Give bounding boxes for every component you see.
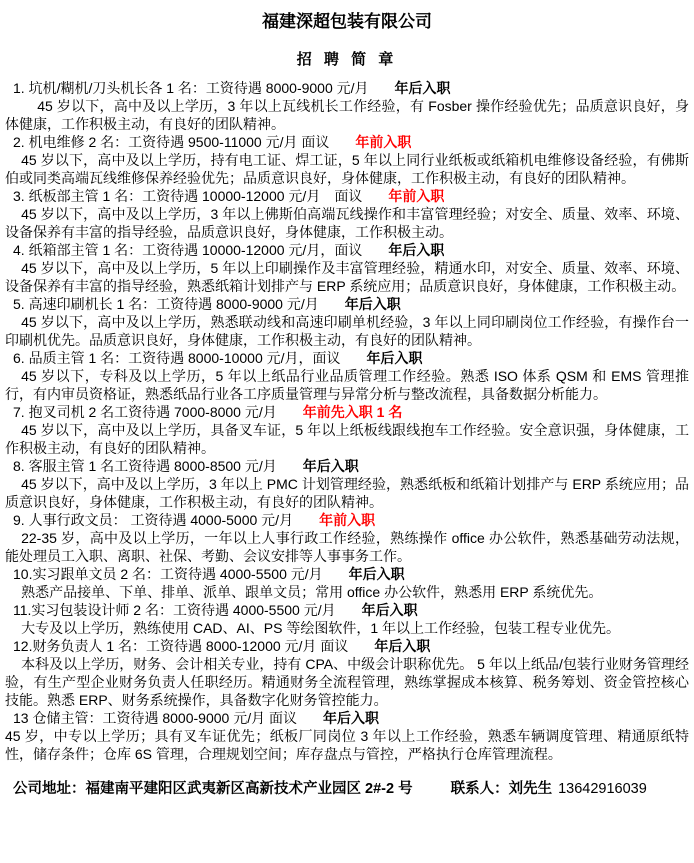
- job-status: 年后入职: [302, 458, 359, 474]
- job-status: 年后入职: [348, 566, 405, 582]
- job-heading: [13, 511, 689, 529]
- job-description: 本科及以上学历，财务、会计相关专业，持有 CPA、中级会计职称优先。 5 年以上纸品/包装行业财务管理经验，有生产型企业财务负责人任职经历。精通财务全流程管理，熟练掌握成本核算、税务筹划、资金管控核心技能。熟悉 ERP、财务系统操作，具备数字化财务管控能力。: [5, 656, 689, 708]
- job-status: 年后入职: [322, 710, 379, 726]
- job-status: 年前先入职 1 名: [302, 404, 403, 420]
- job-description: 22-35 岁，高中及以上学历，一年以上人事行政工作经验，熟练操作 office 办公软件，熟悉基础劳动法规，能处理员工入职、离职、社保、考勤、会议安排等人事事务工作。: [5, 530, 689, 564]
- job-description: 45 岁以下，高中及以上学历，持有电工证、焊工证，5 年以上同行业纸板或纸箱机电维修设备经验，有佛斯伯或同类高端瓦线维修保养经验优先；品质意识良好，身体健康，工作积极主动，有良好的团队精神。: [5, 152, 689, 186]
- job-heading: [13, 133, 689, 151]
- job-heading: [13, 709, 689, 727]
- job-status: 年前入职: [388, 188, 445, 204]
- job-item: [5, 187, 689, 241]
- job-status: 年后入职: [366, 350, 423, 366]
- job-description: 45 岁以下，高中及以上学历，3 年以上佛斯伯高端瓦线操作和丰富管理经验；对安全、质量、效率、环境、设备保养有丰富的指导经验，品质意识良好，身体健康，工作积极主动。: [5, 206, 689, 240]
- page-subtitle: 招 聘 简 章: [296, 51, 398, 68]
- job-title: 10.实习跟单文员 2 名：工资待遇 4000-5500 元/月: [13, 566, 323, 582]
- job-item: [5, 349, 689, 403]
- job-description: 45 岁以下，高中及以上学历，3 年以上瓦线机长工作经验，有 Fosber 操作经验优先；品质意识良好，身体健康，工作积极主动，有良好的团队精神。: [5, 98, 689, 132]
- job-title: 12.财务负责人 1 名：工资待遇 8000-12000 元/月 面议: [13, 638, 349, 654]
- job-status: 年后入职: [388, 242, 445, 258]
- job-item: [5, 637, 689, 709]
- contact-name: 刘先生: [508, 781, 553, 797]
- contact-phone: 13642916039: [558, 781, 647, 797]
- job-item: [5, 457, 689, 511]
- job-heading: [13, 565, 689, 583]
- job-item: [5, 601, 689, 637]
- job-heading: [13, 241, 689, 259]
- job-item: [5, 295, 689, 349]
- job-heading: [13, 349, 689, 367]
- job-description: 45 岁以下，专科及以上学历，5 年以上纸品行业品质管理工作经验。熟悉 ISO 体系 QSM 和 EMS 管理推行，有内审员资格证，熟悉纸品行业各工序质量管理与异常分析与整改流程，具备数据分析能力。: [5, 368, 689, 402]
- job-title: 13 仓储主管：工资待遇 8000-9000 元/月 面议: [13, 710, 297, 726]
- job-description: 45 岁以下，高中及以上学历，具备叉车证，5 年以上纸板线跟线抱车工作经验。安全意识强，身体健康，工作积极主动，有良好的团队精神。: [5, 422, 689, 456]
- job-status: 年前入职: [355, 134, 412, 150]
- job-title: 9. 人事行政文员： 工资待遇 4000-5000 元/月: [13, 512, 294, 528]
- job-item: [5, 565, 689, 601]
- contact-label: 联系人：: [450, 781, 509, 797]
- address-label: 公司地址：: [13, 781, 86, 797]
- job-heading: [13, 637, 689, 655]
- job-item: [5, 709, 689, 763]
- job-heading: [13, 79, 689, 97]
- job-title: 11.实习包装设计师 2 名：工资待遇 4000-5500 元/月: [13, 602, 336, 618]
- job-title: 7. 抱叉司机 2 名工资待遇 7000-8000 元/月: [13, 404, 277, 420]
- job-heading: [13, 187, 689, 205]
- job-description: 45 岁以下，高中及以上学历，5 年以上印刷操作及丰富管理经验，精通水印，对安全、质量、效率、环境、设备保养有丰富的指导经验，熟悉纸箱计划排产与 ERP 系统应用；品质意识良好，身体健康，工作积极主动。: [5, 260, 689, 294]
- job-description: 45 岁以下，高中及以上学历，3 年以上 PMC 计划管理经验，熟悉纸板和纸箱计划排产与 ERP 系统应用；品质意识良好，身体健康，工作积极主动，有良好的团队精神。: [5, 476, 689, 510]
- job-title: 1. 坑机/糊机/刀头机长各 1 名：工资待遇 8000-9000 元/月: [13, 80, 369, 96]
- job-description: 大专及以上学历，熟练使用 CAD、AI、PS 等绘图软件，1 年以上工作经验，包装工程专业优先。: [21, 620, 621, 636]
- job-title: 5. 高速印刷机长 1 名：工资待遇 8000-9000 元/月: [13, 296, 319, 312]
- job-item: [5, 511, 689, 565]
- job-title: 6. 品质主管 1 名：工资待遇 8000-10000 元/月，面议: [13, 350, 341, 366]
- job-description: 45 岁以下，高中及以上学历，熟悉联动线和高速印刷单机经验，3 年以上同印刷岗位工作经验，有操作台一印刷机优先。品质意识良好，身体健康，工作积极主动，有良好的团队精神。: [5, 314, 689, 348]
- job-status: 年后入职: [344, 296, 401, 312]
- job-status: 年前入职: [319, 512, 376, 528]
- company-address: 福建南平建阳区武夷新区高新技术产业园区 2#-2 号: [85, 781, 413, 797]
- job-item: [5, 241, 689, 295]
- job-status: 年后入职: [374, 638, 431, 654]
- job-status: 年后入职: [361, 602, 418, 618]
- job-title: 2. 机电维修 2 名：工资待遇 9500-11000 元/月 面议: [13, 134, 330, 150]
- job-heading: [13, 601, 689, 619]
- job-item: [5, 79, 689, 133]
- job-title: 4. 纸箱部主管 1 名：工资待遇 10000-12000 元/月，面议: [13, 242, 363, 258]
- job-item: [5, 133, 689, 187]
- job-heading: [13, 403, 689, 421]
- job-heading: [13, 295, 689, 313]
- job-title: 3. 纸板部主管 1 名：工资待遇 10000-12000 元/月 面议: [13, 188, 363, 204]
- job-item: [5, 403, 689, 457]
- page-title: 福建深超包装有限公司: [262, 12, 432, 31]
- job-status: 年后入职: [394, 80, 451, 96]
- job-title: 8. 客服主管 1 名工资待遇 8000-8500 元/月: [13, 458, 277, 474]
- job-description: 熟悉产品接单、下单、排单、派单、跟单文员；常用 office 办公软件，熟悉用 ERP 系统优先。: [21, 584, 603, 600]
- job-description: 45 岁，中专以上学历；具有叉车证优先；纸板厂同岗位 3 年以上工作经验，熟悉车辆调度管理、精通原纸特性，储存条件；仓库 6S 管理，合理规划空间；库存盘点与管控，严格执行仓库管理流程。: [5, 728, 689, 762]
- footer: [13, 780, 689, 799]
- job-heading: [13, 457, 689, 475]
